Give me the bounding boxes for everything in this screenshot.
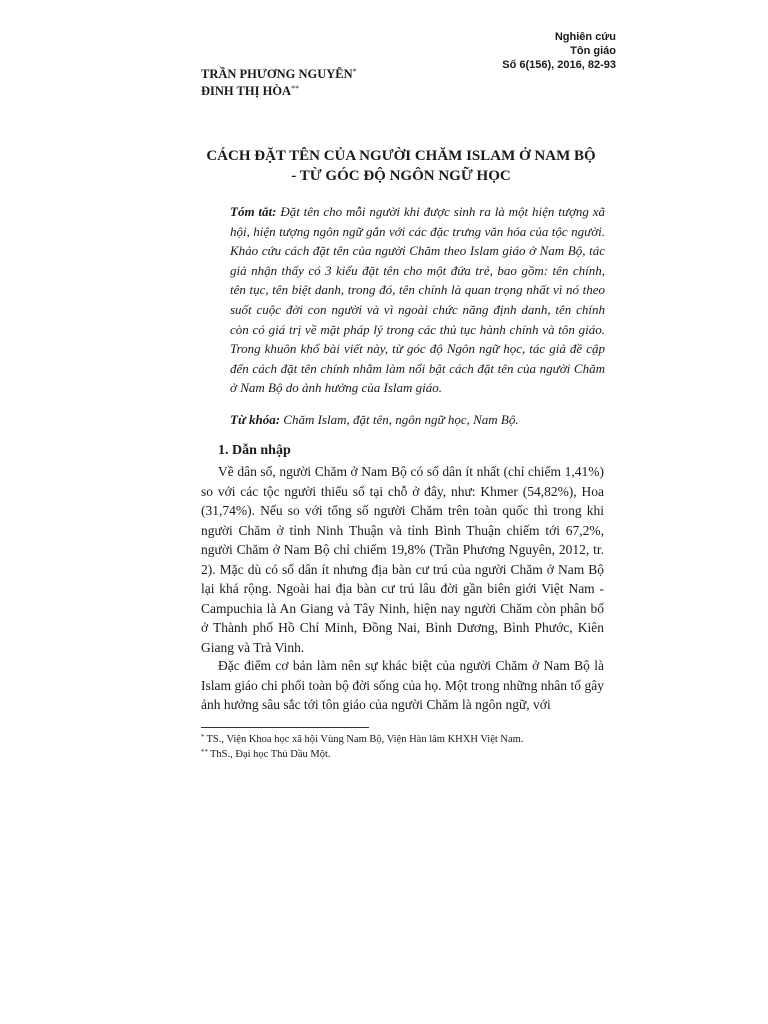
- author-list: [201, 66, 357, 100]
- footnote: [201, 732, 604, 747]
- journal-info: [502, 30, 616, 72]
- footnote-text: ThS., Đại học Thủ Dầu Một.: [210, 749, 331, 760]
- footnote-divider: [201, 727, 369, 728]
- paper-title: [201, 146, 601, 186]
- journal-name-line2: Tôn giáo: [570, 45, 616, 57]
- footnote-mark: *: [201, 733, 205, 741]
- abstract: [230, 202, 605, 398]
- section-heading: 1. Dẫn nhập: [218, 443, 291, 458]
- journal-name-line1: Nghiên cứu: [554, 31, 616, 43]
- keywords: [230, 410, 605, 429]
- body-paragraph: Đặc điểm cơ bản làm nên sự khác biệt của người Chăm ở Nam Bộ là Islam giáo chi phối toàn bộ đời sống của họ. Một trong những nhân tố gây ảnh hưởng sâu sắc tới tôn giáo của người Chăm là ngôn ngữ, với: [201, 658, 604, 712]
- author-name: ĐINH THỊ HÒA: [201, 84, 292, 98]
- keywords-text: Chăm Islam, đặt tên, ngôn ngữ học, Nam Bộ.: [283, 412, 519, 427]
- author: [201, 83, 357, 100]
- abstract-label: Tóm tắt:: [230, 204, 277, 219]
- author-footnote-mark: *: [352, 67, 357, 76]
- journal-issue: Số 6(156), 2016, 82-93: [502, 59, 616, 71]
- title-line: - TỪ GÓC ĐỘ NGÔN NGỮ HỌC: [291, 168, 511, 184]
- author-name: TRẦN PHƯƠNG NGUYÊN: [201, 67, 353, 81]
- footnote: [201, 747, 604, 762]
- footnote-mark: **: [201, 748, 208, 756]
- abstract-text: Đặt tên cho mỗi người khi được sinh ra là một hiện tượng xã hội, hiện tượng ngôn ngữ gắn với các đặc trưng văn hóa của tộc người. Khảo cứu cách đặt tên của người Chăm theo Islam giáo ở Nam Bộ, tác giả nhận thấy có 3 kiểu đặt tên cho một đứa trẻ, bao gồm: tên chính, tên tục, tên biệt danh, trong đó, tên chính là quan trọng nhất vì nó theo suốt cuộc đời con người và vì ngoài chức năng định danh, tên chính còn có giá trị về mặt pháp lý trong các thủ tục hành chính và tôn giáo. Trong khuôn khổ bài viết này, từ góc độ Ngôn ngữ học, tác giả đề cập đến cách đặt tên chính nhằm làm nổi bật cách đặt tên của người Chăm ở Nam Bộ do ảnh hưởng của Islam giáo.: [230, 204, 606, 396]
- author: [201, 66, 357, 83]
- body-paragraph: Về dân số, người Chăm ở Nam Bộ có số dân ít nhất (chỉ chiếm 1,41%) so với các tộc người thiểu số tại chỗ ở đây, như: Khmer (54,82%), Hoa (31,74%). Nếu so với tổng số người Chăm trên toàn quốc thì trong khi người Chăm ở tỉnh Ninh Thuận và tỉnh Bình Thuận chiếm tới 67,2%, người Chăm ở Nam Bộ chỉ chiếm 19,8% (Trần Phương Nguyên, 2012, tr. 2). Mặc dù có số dân ít nhưng địa bàn cư trú của người Chăm ở Nam Bộ lại khá rộng. Ngoài hai địa bàn cư trú lâu đời gần biên giới Việt Nam - Campuchia là An Giang và Tây Ninh, hiện nay người Chăm còn phân bố ở Thành phố Hồ Chí Minh, Đồng Nai, Bình Dương, Bình Phước, Kiên Giang và Trà Vinh.: [201, 464, 604, 655]
- author-footnote-mark: **: [291, 84, 300, 93]
- footnotes: [201, 732, 604, 762]
- keywords-label: Từ khóa:: [230, 412, 281, 427]
- title-line: CÁCH ĐẶT TÊN CỦA NGƯỜI CHĂM ISLAM Ở NAM BỘ: [206, 148, 596, 164]
- footnote-text: TS., Viện Khoa học xã hội Vùng Nam Bộ, Viện Hàn lâm KHXH Việt Nam.: [206, 734, 524, 745]
